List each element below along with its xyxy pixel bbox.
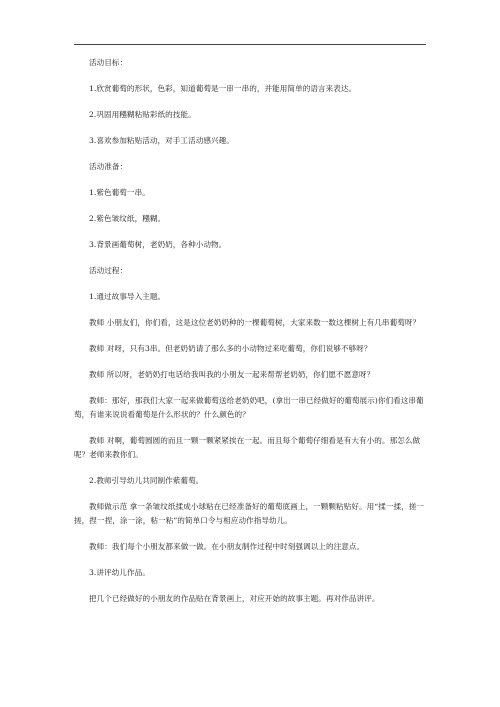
goal-item: 1.欣赏葡萄的形状，色彩，知道葡萄是一串一串的，并能用简单的语言来表达。 [89,84,357,93]
dialogue-paragraph: 教师：我们每个小朋友都来做一做。在小朋友制作过程中时刻强调以上的注意点。 [89,542,365,551]
goal-item: 3.喜欢参加粘贴活动，对手工活动感兴趣。 [89,136,234,145]
process-step: 3.讲评幼儿作品。 [89,568,150,577]
goal-item: 2.巩固用糨糊粘贴彩纸的技能。 [89,110,196,119]
document-body [74,56,428,618]
heading-goals: 活动目标： [89,58,128,67]
dialogue-paragraph: 教师：那好，那我们大家一起来做葡萄送给老奶奶吧，(拿出一串已经做好的葡萄展示)你们看这串葡萄，有谁来说说看葡萄是什么形状的？什么颜色的？ [74,396,424,419]
preparation-item: 3.背景画葡萄树，老奶奶，各种小动物。 [89,240,227,249]
dialogue-paragraph: 教师 对呀，只有3串。但老奶奶请了那么多的小动物过来吃葡萄，你们说够不够呀？ [89,344,372,353]
dialogue-paragraph: 教师 对啊，葡萄圆圆的而且一颗一颗紧紧挨在一起。而且每个葡萄仔细看是有大有小的。那怎么做呢？老师来教你们。 [74,436,421,459]
dialogue-paragraph: 教师 所以呀，老奶奶打电话给我叫我的小朋友一起来帮帮老奶奶，你们愿不愿意呀？ [89,370,375,379]
dialogue-paragraph: 教师 小朋友们，你们看，这是这位老奶奶种的一棵葡萄树，大家来数一数这棵树上有几串葡萄呀？ [89,318,421,327]
process-step: 1.通过故事导入主题。 [89,292,166,301]
preparation-item: 1.紫色葡萄一串。 [89,188,150,197]
heading-preparation: 活动准备： [89,162,128,171]
process-step: 2.教师引导幼儿共同制作紫葡萄。 [89,476,204,485]
header-rule [74,44,426,45]
preparation-item: 2.紫色皱纹纸，糨糊。 [89,214,166,223]
dialogue-paragraph: 把几个已经做好的小朋友的作品贴在背景画上，对应开始的故事主题。再对作品讲评。 [89,594,380,603]
dialogue-paragraph: 教师做示范 拿一条皱纹纸揉成小球粘在已经准备好的葡萄底画上，一颗颗粘贴好。用“揉一揉，搓一搓，捏一捏，涂一涂，粘一粘”的简单口令与相应动作指导幼儿。 [74,502,425,525]
heading-process: 活动过程： [89,266,128,275]
